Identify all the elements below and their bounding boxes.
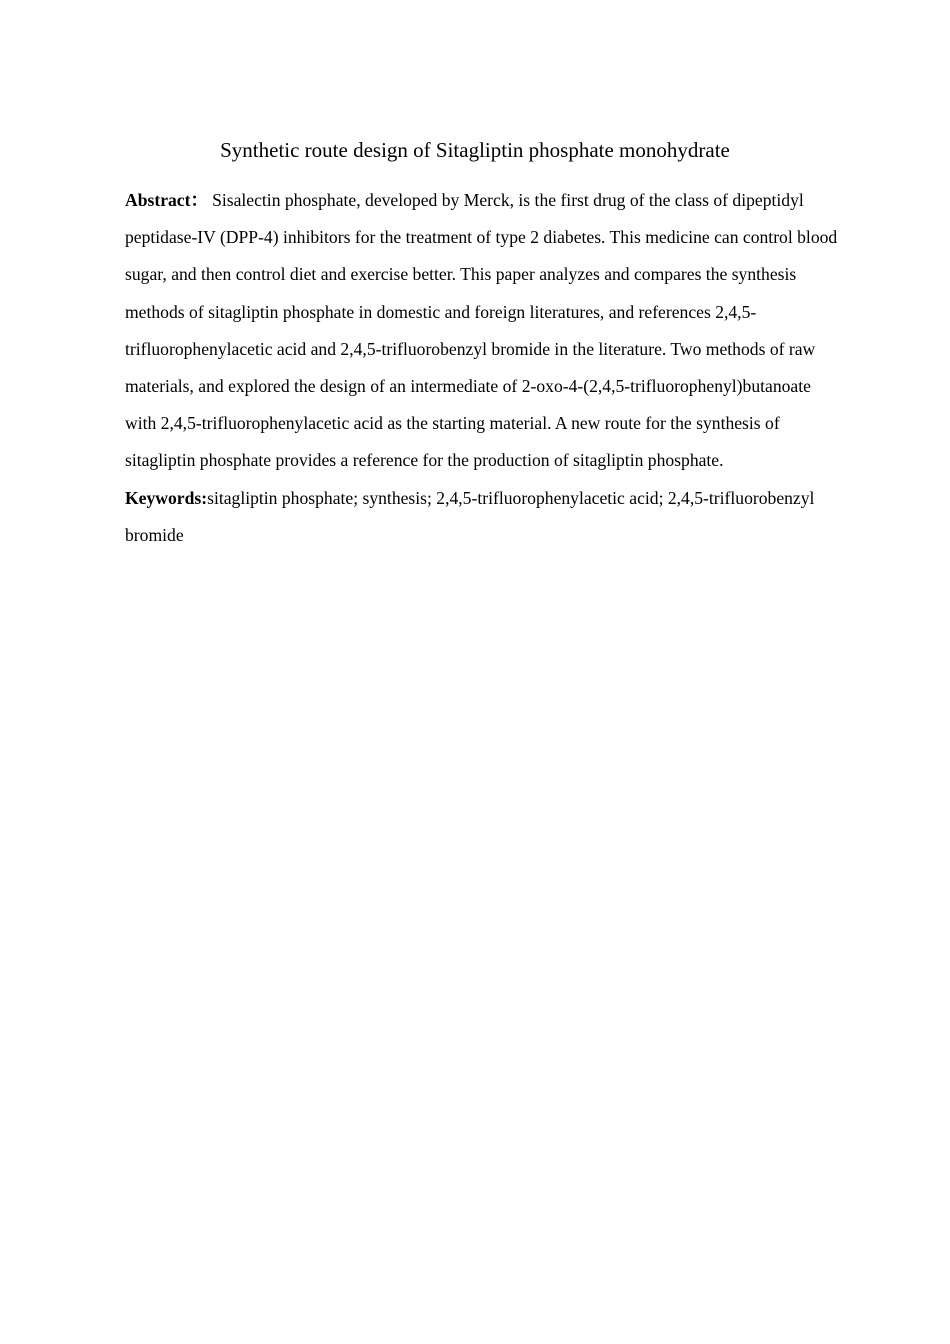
keywords-label: Keywords:	[125, 487, 208, 508]
abstract-label: Abstract：	[125, 190, 209, 210]
keywords-text: sitagliptin phosphate; synthesis; 2,4,5-trifluorophenylacetic acid; 2,4,5-trifluorobenzyl bromide	[125, 487, 815, 545]
keywords-paragraph	[125, 480, 845, 554]
document-body	[125, 182, 845, 554]
abstract-text: Sisalectin phosphate, developed by Merck, is the first drug of the class of dipeptidyl peptidase-IV (DPP-4) inhibitors for the treatment of type 2 diabetes. This medicine can control blood sugar, and then control diet and exercise better. This paper analyzes and compares the synthesis methods of sitagliptin phosphate in domestic and foreign literatures, and references 2,4,5-trifluorophenylacetic acid and 2,4,5-trifluorobenzyl bromide in the literature. Two methods of raw materials, and explored the design of an intermediate of 2-oxo-4-(2,4,5-trifluorophenyl)butanoate with 2,4,5-trifluorophenylacetic acid as the starting material. A new route for the synthesis of sitagliptin phosphate provides a reference for the production of sitagliptin phosphate.	[125, 190, 838, 471]
document-title: Synthetic route design of Sitagliptin phosphate monohydrate	[220, 138, 730, 162]
abstract-paragraph	[125, 182, 845, 480]
